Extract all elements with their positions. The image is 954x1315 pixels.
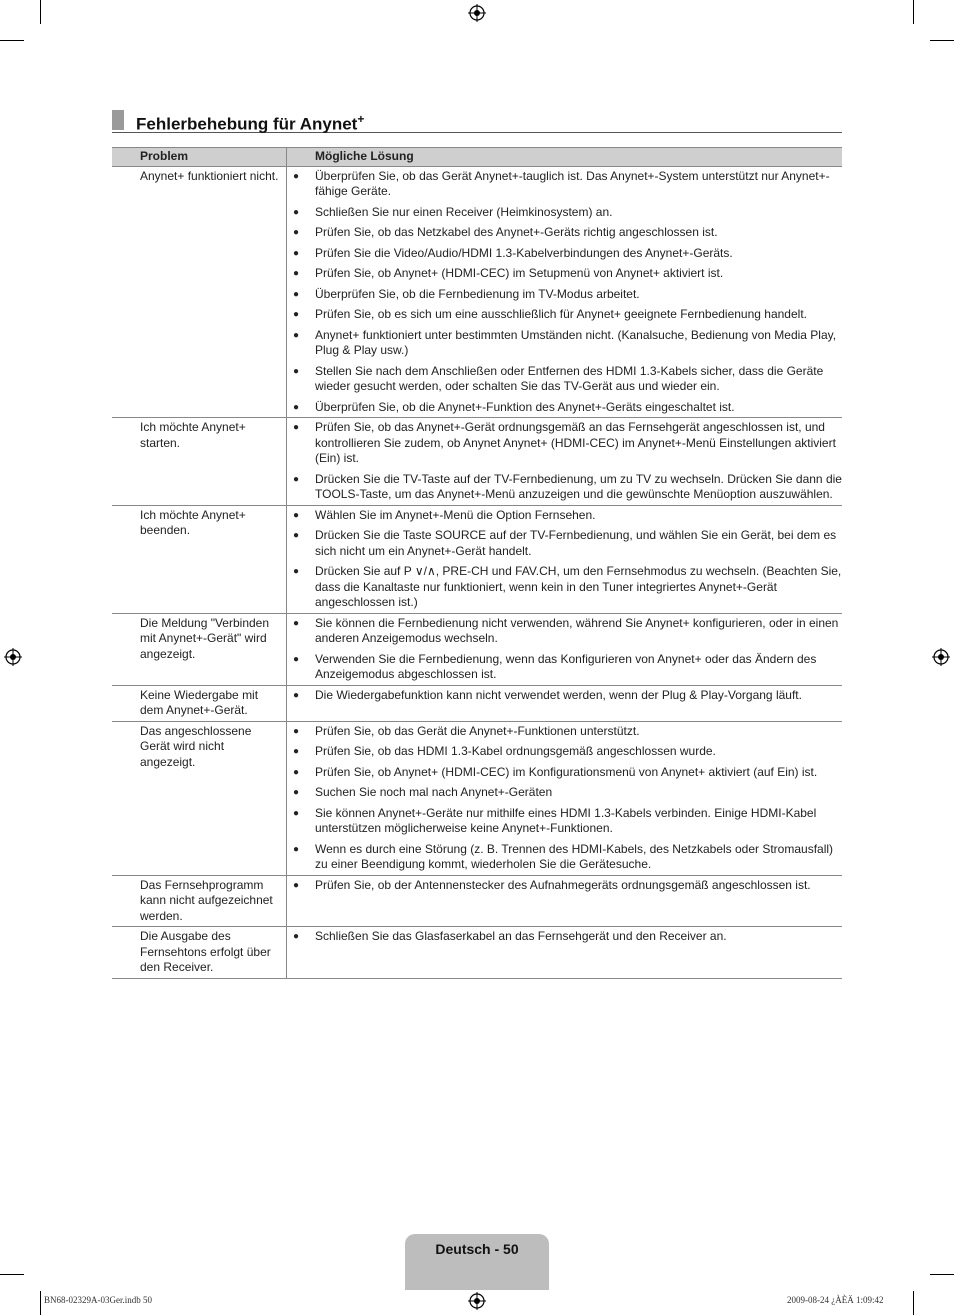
solution-cell: [287, 721, 843, 875]
problem-cell: Die Meldung "Verbinden mit Anynet+-Gerät" wird angezeigt.: [112, 613, 287, 685]
print-timestamp: 2009-08-24 ¿ÀÈÄ 1:09:42: [787, 1295, 884, 1305]
list-item: [287, 472, 842, 503]
table-row: [112, 721, 842, 875]
bullet-icon: ●: [293, 807, 300, 819]
solution-text: Prüfen Sie, ob das Netzkabel des Anynet+-Geräts richtig angeschlossen ist.: [315, 225, 718, 239]
solution-text: Verwenden Sie die Fernbedienung, wenn das Konfigurieren von Anynet+ oder das Ändern des Anzeigemodus abgeschlossen ist.: [315, 651, 817, 681]
solution-list: [287, 616, 842, 683]
bullet-icon: ●: [293, 329, 300, 341]
list-item: [287, 420, 842, 467]
list-item: [287, 929, 842, 945]
bullet-icon: ●: [293, 843, 300, 855]
list-item: [287, 364, 842, 395]
crop-mark: [40, 0, 41, 24]
bullet-icon: ●: [293, 227, 300, 238]
list-item: [287, 205, 842, 221]
solution-cell: [287, 685, 843, 721]
solution-text: Prüfen Sie, ob das HDMI 1.3-Kabel ordnungsgemäß angeschlossen wurde.: [315, 744, 716, 758]
bullet-icon: ●: [293, 422, 300, 433]
solution-list: [287, 508, 842, 611]
section-header: [112, 108, 842, 133]
bullet-icon: ●: [293, 365, 300, 377]
list-item: [287, 246, 842, 262]
list-item: [287, 785, 842, 801]
list-item: [287, 878, 842, 894]
table-row: [112, 927, 842, 979]
bullet-icon: ●: [293, 931, 300, 942]
list-item: [287, 842, 842, 873]
solution-text: Schließen Sie nur einen Receiver (Heimkinosystem) an.: [315, 204, 613, 219]
solution-text: Sie können die Fernbedienung nicht verwenden, während Sie Anynet+ konfigurieren, oder in einen anderen Anzeigemodus wechseln.: [315, 615, 839, 645]
registration-mark-icon: [4, 648, 22, 666]
column-header-solution: Mögliche Lösung: [287, 148, 843, 167]
list-item: [287, 266, 842, 282]
bullet-icon: ●: [293, 247, 300, 259]
list-item: [287, 508, 842, 524]
registration-mark-icon: [932, 648, 950, 666]
crop-mark: [40, 1291, 41, 1315]
bullet-icon: ●: [293, 288, 300, 300]
solution-list: [287, 420, 842, 503]
problem-cell: Das angeschlossene Gerät wird nicht angezeigt.: [112, 721, 287, 875]
bullet-icon: ●: [293, 725, 300, 737]
title-superscript: +: [357, 112, 365, 126]
solution-cell: [287, 166, 843, 418]
column-header-problem: Problem: [112, 148, 287, 167]
list-item: [287, 744, 842, 760]
problem-cell: Ich möchte Anynet+ starten.: [112, 418, 287, 506]
table-row: [112, 418, 842, 506]
list-item: [287, 528, 842, 559]
solution-list: [287, 169, 842, 416]
crop-mark: [930, 1274, 954, 1275]
bullet-icon: ●: [293, 509, 300, 521]
solution-cell: [287, 505, 843, 613]
solution-text: Überprüfen Sie, ob das Gerät Anynet+-tauglich ist. Das Anynet+-System unterstützt nur Anynet+-fähige Geräte.: [315, 168, 830, 198]
bullet-icon: ●: [293, 170, 300, 182]
list-item: [287, 400, 842, 416]
table-row: [112, 166, 842, 418]
table-row: [112, 685, 842, 721]
solution-list: [287, 688, 842, 704]
page-title-text: Fehlerbehebung für Anynet: [136, 114, 358, 134]
bullet-icon: ●: [293, 766, 300, 778]
bullet-icon: ●: [293, 653, 300, 665]
solution-text: Sie können Anynet+-Geräte nur mithilfe eines HDMI 1.3-Kabels verbinden. Einige HDMI-Kabel unterstützen möglicherweise keine Anynet+-Funktionen.: [315, 805, 817, 835]
solution-text: Prüfen Sie, ob das Gerät die Anynet+-Funktionen unterstützt.: [315, 723, 640, 738]
bullet-icon: ●: [293, 879, 300, 891]
crop-mark: [930, 40, 954, 41]
crop-mark: [913, 0, 914, 24]
solution-cell: [287, 613, 843, 685]
problem-cell: Die Ausgabe des Fernsehtons erfolgt über den Receiver.: [112, 927, 287, 979]
solution-text: Prüfen Sie, ob Anynet+ (HDMI-CEC) im Konfigurationsmenü von Anynet+ aktiviert (auf Ein) ist.: [315, 764, 818, 779]
page-number: Deutsch - 50: [435, 1241, 519, 1257]
solution-text: Überprüfen Sie, ob die Anynet+-Funktion des Anynet+-Geräts eingeschaltet ist.: [315, 399, 735, 414]
list-item: [287, 765, 842, 781]
solution-list: [287, 878, 842, 894]
crop-mark: [913, 1291, 914, 1315]
list-item: [287, 806, 842, 837]
solution-text: Drücken Sie auf P ∨/∧, PRE-CH und FAV.CH, um den Fernsehmodus zu wechseln. (Beachten Sie, dass die Kanaltaste nur funktioniert, wenn kein in den Tuner integriertes Anynet+-Gerät angeschlossen ist.): [315, 564, 842, 609]
list-item: [287, 688, 842, 704]
troubleshooting-table: [112, 147, 842, 979]
registration-mark-icon: [468, 4, 486, 22]
crop-mark: [0, 1274, 24, 1275]
problem-cell: Keine Wiedergabe mit dem Anynet+-Gerät.: [112, 685, 287, 721]
list-item: [287, 328, 842, 359]
solution-list: [287, 724, 842, 873]
solution-text: Überprüfen Sie, ob die Fernbedienung im TV-Modus arbeitet.: [315, 286, 640, 301]
problem-cell: Das Fernsehprogramm kann nicht aufgezeichnet werden.: [112, 875, 287, 927]
bullet-icon: ●: [293, 530, 300, 541]
bullet-icon: ●: [293, 787, 300, 798]
bullet-icon: ●: [293, 268, 300, 279]
solution-text: Prüfen Sie die Video/Audio/HDMI 1.3-Kabelverbindungen des Anynet+-Geräts.: [315, 245, 733, 260]
solution-text: Drücken Sie die Taste SOURCE auf der TV-Fernbedienung, und wählen Sie ein Gerät, bei dem es sich nicht um ein Anynet+-Gerät handelt.: [315, 528, 837, 558]
list-item: [287, 169, 842, 200]
solution-cell: [287, 927, 843, 979]
bullet-icon: ●: [293, 566, 300, 577]
problem-cell: Anynet+ funktioniert nicht.: [112, 166, 287, 418]
solution-cell: [287, 418, 843, 506]
crop-mark: [0, 40, 24, 41]
bullet-icon: ●: [293, 473, 300, 485]
list-item: [287, 307, 842, 323]
solution-text: Drücken Sie die TV-Taste auf der TV-Fernbedienung, um zu TV zu wechseln. Drücken Sie dann die TOOLS-Taste, um das Anynet+-Menü anzuzeigen und die gewünschte Menüoption auszuwählen.: [315, 471, 842, 501]
solution-text: Prüfen Sie, ob der Antennenstecker des Aufnahmegeräts ordnungsgemäß angeschlossen ist.: [315, 877, 811, 892]
list-item: [287, 724, 842, 740]
solution-text: Anynet+ funktioniert unter bestimmten Umständen nicht. (Kanalsuche, Bedienung von Media Play, Plug & Play usw.): [315, 327, 837, 357]
solution-text: Die Wiedergabefunktion kann nicht verwendet werden, wenn der Plug & Play-Vorgang läuft.: [315, 687, 802, 702]
list-item: [287, 287, 842, 303]
bullet-icon: ●: [293, 617, 300, 629]
list-item: [287, 225, 842, 241]
solution-cell: [287, 875, 843, 927]
list-item: [287, 616, 842, 647]
solution-text: Prüfen Sie, ob es sich um eine ausschließlich für Anynet+ geeignete Fernbedienung handelt.: [315, 307, 807, 321]
solution-text: Stellen Sie nach dem Anschließen oder Entfernen des HDMI 1.3-Kabels sicher, dass die Geräte wieder gesucht werden, oder schalten Sie das TV-Gerät aus und wieder ein.: [315, 363, 824, 393]
title-accent-bar: [112, 110, 124, 130]
page-title: [136, 108, 364, 136]
bullet-icon: ●: [293, 401, 300, 413]
solution-text: Schließen Sie das Glasfaserkabel an das Fernsehgerät und den Receiver an.: [315, 929, 727, 943]
bullet-icon: ●: [293, 309, 300, 320]
solution-text: Prüfen Sie, ob das Anynet+-Gerät ordnungsgemäß an das Fernsehgerät angeschlossen ist, und kontrollieren Sie zudem, ob Anynet Anynet+ (HDMI-CEC) im Anynet+-Menü Einstellungen aktiviert (Ein) ist.: [315, 420, 836, 465]
bullet-icon: ●: [293, 689, 300, 701]
table-body: [112, 166, 842, 978]
table-row: [112, 613, 842, 685]
table-row: [112, 505, 842, 613]
problem-cell: Ich möchte Anynet+ beenden.: [112, 505, 287, 613]
list-item: [287, 652, 842, 683]
solution-text: Suchen Sie noch mal nach Anynet+-Geräten: [315, 785, 553, 799]
bullet-icon: ●: [293, 206, 300, 218]
bullet-icon: ●: [293, 746, 300, 757]
solution-text: Prüfen Sie, ob Anynet+ (HDMI-CEC) im Setupmenü von Anynet+ aktiviert ist.: [315, 266, 724, 280]
table-row: [112, 875, 842, 927]
file-info: BN68-02329A-03Ger.indb 50: [44, 1295, 152, 1305]
solution-text: Wenn es durch eine Störung (z. B. Trennen des HDMI-Kabels, des Netzkabels oder Stromausfall) zu einer Beendigung kommt, wiederholen Sie die Gerätesuche.: [315, 841, 834, 871]
list-item: [287, 564, 842, 611]
table-header-row: [112, 148, 842, 167]
solution-text: Wählen Sie im Anynet+-Menü die Option Fernsehen.: [315, 507, 596, 522]
registration-mark-icon: [468, 1292, 486, 1310]
solution-list: [287, 929, 842, 945]
